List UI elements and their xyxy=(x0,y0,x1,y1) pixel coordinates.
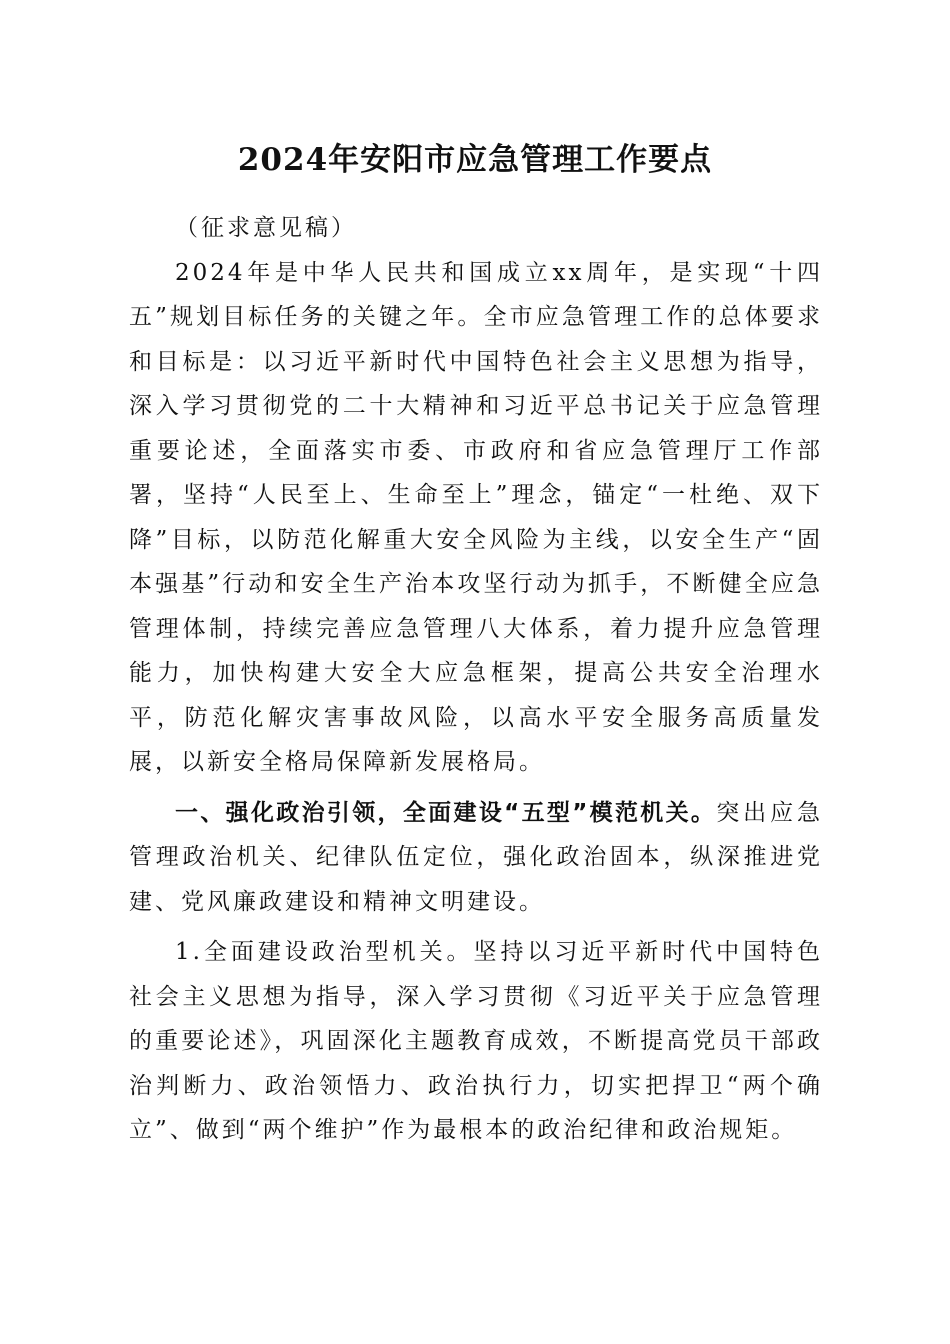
section-1-paragraph xyxy=(129,791,823,925)
section-1-heading: 一、强化政治引领，全面建设“五型”模范机关。 xyxy=(175,799,717,826)
item-1-paragraph: 1.全面建设政治型机关。坚持以习近平新时代中国特色社会主义思想为指导，深入学习贯彻《习近平关于应急管理的重要论述》，巩固深化主题教育成效，不断提高党员干部政治判断力、政治领悟力、政治执行力，切实把捍卫“两个确立”、做到“两个维护”作为最根本的政治纪律和政治规矩。 xyxy=(129,939,823,1143)
document-title: 2024年安阳市应急管理工作要点 xyxy=(237,142,713,178)
section-1-body: 突出应急管理政治机关、纪律队伍定位，强化政治固本，纵深推进党建、党风廉政建设和精神文明建设。 xyxy=(129,799,823,915)
draft-note: （征求意见稿） xyxy=(175,215,357,241)
document-body xyxy=(129,206,823,1153)
intro-paragraph: 2024年是中华人民共和国成立xx周年，是实现“十四五”规划目标任务的关键之年。全市应急管理工作的总体要求和目标是：以习近平新时代中国特色社会主义思想为指导，深入学习贯彻党的二十大精神和习近平总书记关于应急管理重要论述，全面落实市委、市政府和省应急管理厅工作部署，坚持“人民至上、生命至上”理念，锚定“一杜绝、双下降”目标，以防范化解重大安全风险为主线，以安全生产“固本强基”行动和安全生产治本攻坚行动为抓手，不断健全应急管理体制，持续完善应急管理八大体系，着力提升应急管理能力，加快构建大安全大应急框架，提高公共安全治理水平，防范化解灾害事故风险，以高水平安全服务高质量发展，以新安全格局保障新发展格局。 xyxy=(129,259,823,775)
